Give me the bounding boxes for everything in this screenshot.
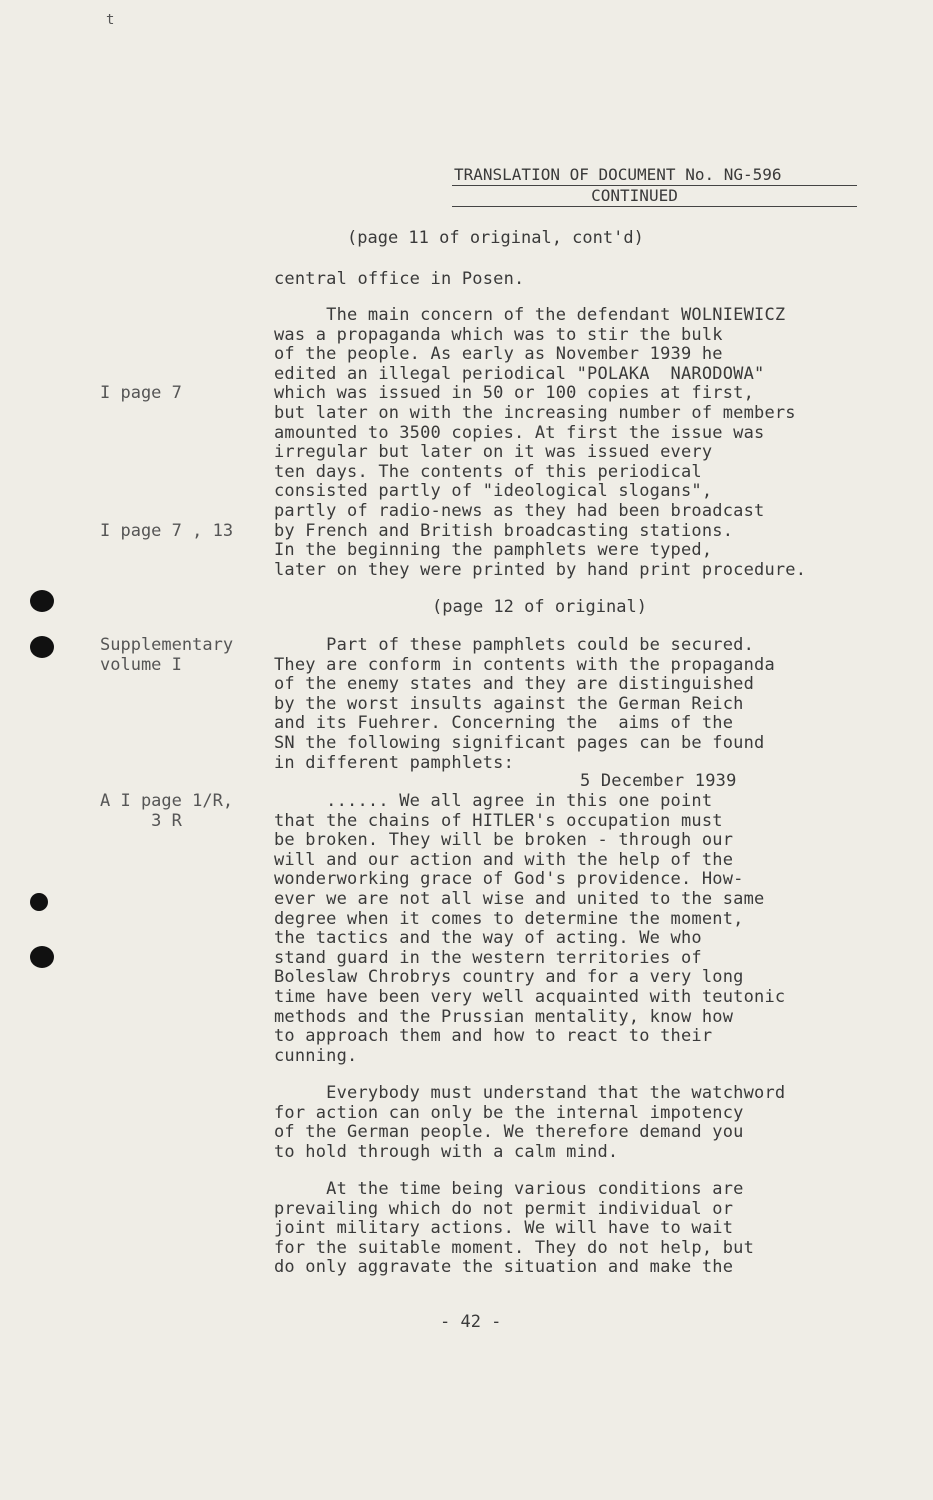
header-title: TRANSLATION OF DOCUMENT No. NG-596 xyxy=(454,165,782,184)
page-ref-11: (page 11 of original, cont'd) xyxy=(347,228,644,248)
page-ref-12: (page 12 of original) xyxy=(432,597,647,617)
margin-note-4: A I page 1/R, 3 R xyxy=(100,791,234,831)
punch-hole xyxy=(30,893,48,911)
page-number: - 42 - xyxy=(440,1312,502,1332)
date-line: 5 December 1939 xyxy=(580,771,737,791)
document-header xyxy=(452,165,857,207)
punch-hole xyxy=(30,590,54,612)
paragraph-2: Part of these pamphlets could be secured. They are conform in contents with the propaganda of the enemy states and they are distinguished by the worst insults against the German Reich and its Fuehrer. Concerning the aims of the SN the following significant pages can be found in different pamphlets: xyxy=(274,635,775,773)
paragraph-3: ...... We all agree in this one point that the chains of HITLER's occupation must be broken. They will be broken - through our will and our action and with the help of the wonderworking grace of God's providence. How- ever we are not all wise and united to the same degree when it comes to determine the moment, the tactics and the way of acting. We who stand guard in the western territories of Boleslaw Chrobrys country and for a very long time have been very well acquainted with teutonic methods and the Prussian mentality, know how to approach them and how to react to their cunning. xyxy=(274,791,786,1066)
punch-hole xyxy=(30,636,54,658)
margin-note-1: I page 7 xyxy=(100,383,182,403)
header-continued: CONTINUED xyxy=(591,186,678,205)
intro-line: central office in Posen. xyxy=(274,269,525,289)
paragraph-1: The main concern of the defendant WOLNIEWICZ was a propaganda which was to stir the bulk of the people. As early as November 1939 he edited an illegal periodical "POLAKA NARODOWA" which was issued in 50 or 100 copies at first, but later on with the increasing number of members amounted to 3500 copies. At first the issue was irregular but later on it was issued every ten days. The contents of this periodical consisted partly of "ideological slogans", partly of radio-news as they had been broadcast by French and British broadcasting stations. In the beginning the pamphlets were typed, later on they were printed by hand print procedure. xyxy=(274,305,807,580)
margin-note-3: Supplementary volume I xyxy=(100,635,234,675)
punch-hole xyxy=(30,946,54,968)
paragraph-4: Everybody must understand that the watchword for action can only be the internal impotency of the German people. We therefore demand you to hold through with a calm mind. xyxy=(274,1083,786,1162)
paragraph-5: At the time being various conditions are prevailing which do not permit individual or joint military actions. We will have to wait for the suitable moment. They do not help, but do only aggravate the situation and make the xyxy=(274,1179,755,1278)
header-rule-bottom xyxy=(452,206,857,207)
top-mark: t xyxy=(106,12,115,28)
margin-note-2: I page 7 , 13 xyxy=(100,521,234,541)
